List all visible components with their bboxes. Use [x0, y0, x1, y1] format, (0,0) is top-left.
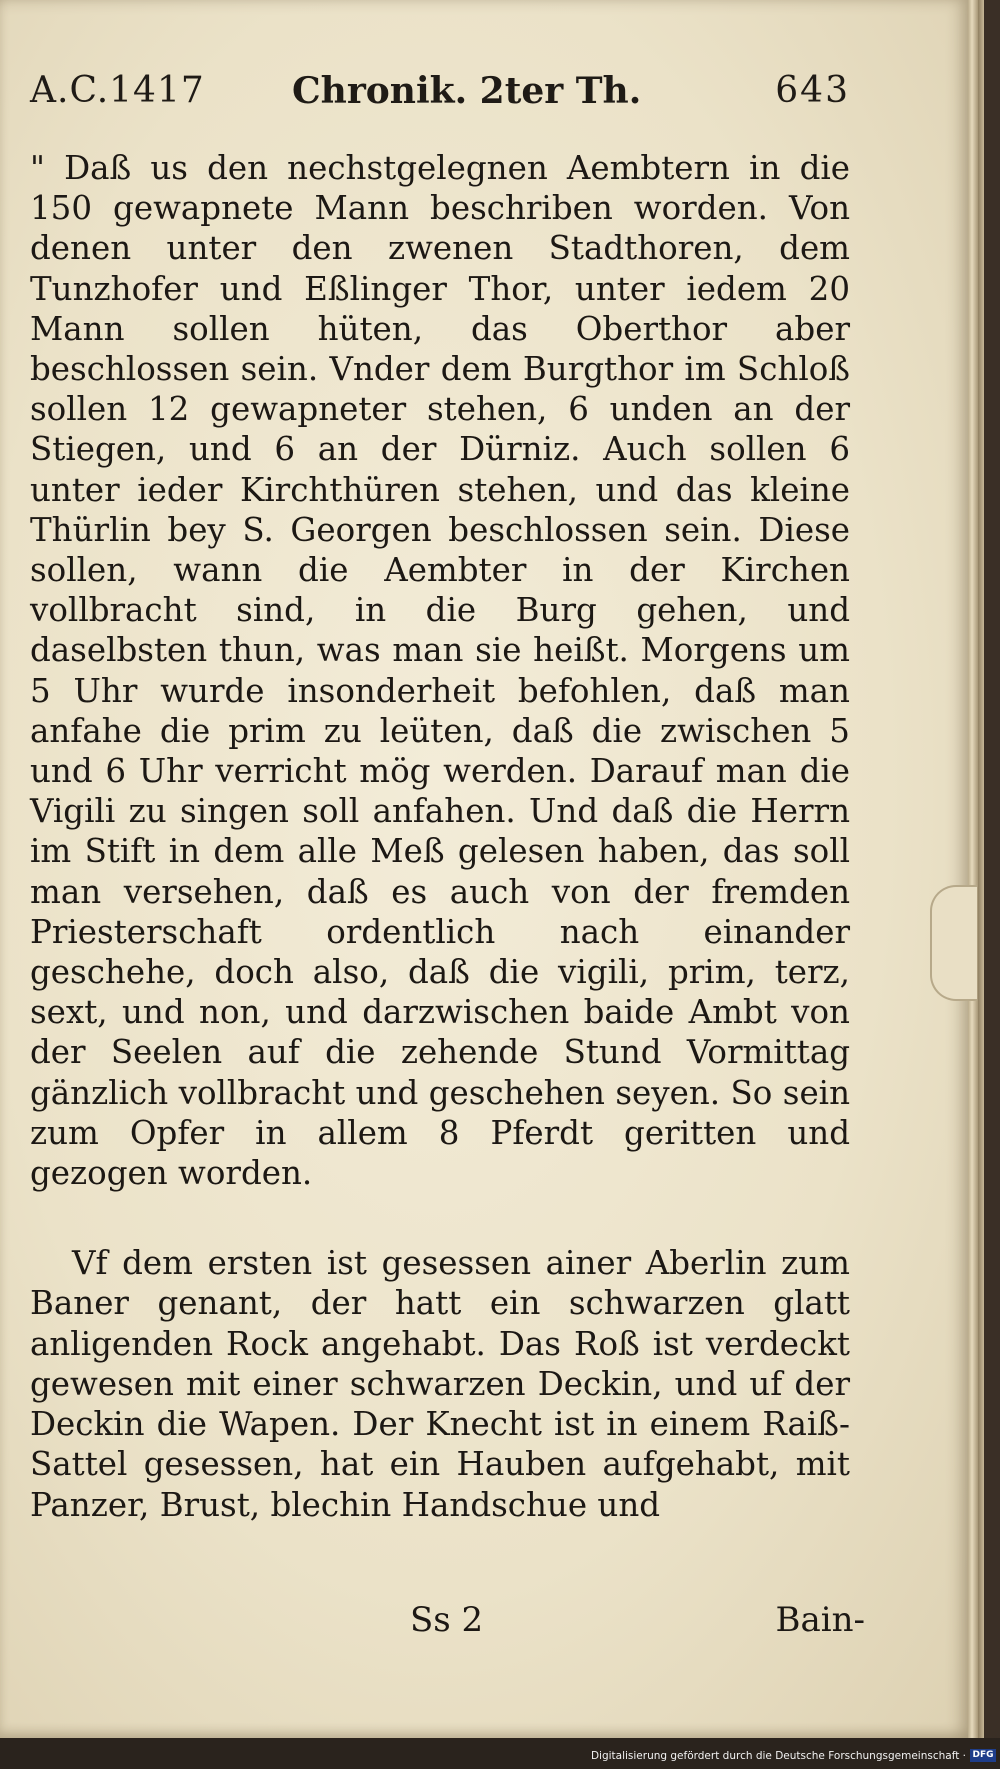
paragraph-2: Vf dem ersten ist gesessen ainer Aberlin zum Baner genant, der hatt ein schwarzen glatt anligenden Rock angehabt. Das Roß ist verdeckt gewesen mit einer schwarzen Deckin, und uf der Deckin die Wapen. Der Knecht ist in einem Raiß-Sattel gesessen, hat ein Hauben aufgehabt, mit Panzer, Brust, blechin Handschue und	[30, 1244, 850, 1524]
signature-mark: Ss 2	[410, 1600, 484, 1640]
page-edge	[968, 0, 978, 1738]
page-body	[30, 148, 850, 1525]
header-year: A.C.1417	[30, 70, 205, 111]
paragraph-1: " Daß us den nechstgelegnen Aembtern in die 150 gewapnete Mann beschriben worden. Von denen unter den zwenen Stadthoren, dem Tunzhofer und Eßlinger Thor, unter iedem 20 Mann sollen hüten, das Oberthor aber beschlossen sein. Vnder dem Burgthor im Schloß sollen 12 gewapneter stehen, 6 unden an der Stiegen, und 6 an der Dürniz. Auch sollen 6 unter ieder Kirchthüren stehen, und das kleine Thürlin bey S. Georgen beschlossen sein. Diese sollen, wann die Aembter in der Kirchen vollbracht sind, in die Burg gehen, und daselbsten thun, was man sie heißt. Morgens um 5 Uhr wurde insonderheit befohlen, daß man anfahe die prim zu leüten, daß die zwischen 5 und 6 Uhr verricht mög werden. Darauf man die Vigili zu singen soll anfahen. Und daß die Herrn im Stift in dem alle Meß gelesen haben, das soll man versehen, daß es auch von der fremden Priesterschaft ordentlich nach einander geschehe, doch also, daß die vigili, prim, terz, sext, und non, und darzwischen baide Ambt von der Seelen auf die zehende Stund Vormittag gänzlich vollbracht und geschehen seyen. So sein zum Opfer in allem 8 Pferdt geritten und gezogen worden.	[30, 149, 850, 1193]
dfg-logo: DFG	[970, 1749, 996, 1762]
digitization-credit: Digitalisierung gefördert durch die Deutsche Forschungsgemeinschaft ·	[590, 1750, 966, 1762]
catchword: Bain-	[775, 1600, 865, 1640]
header-title: Chronik. 2ter Th.	[292, 70, 642, 112]
book-clasp-tab	[930, 885, 977, 1001]
running-header	[30, 70, 850, 130]
page-edge-inner	[978, 0, 984, 1738]
page-number: 643	[775, 70, 850, 111]
